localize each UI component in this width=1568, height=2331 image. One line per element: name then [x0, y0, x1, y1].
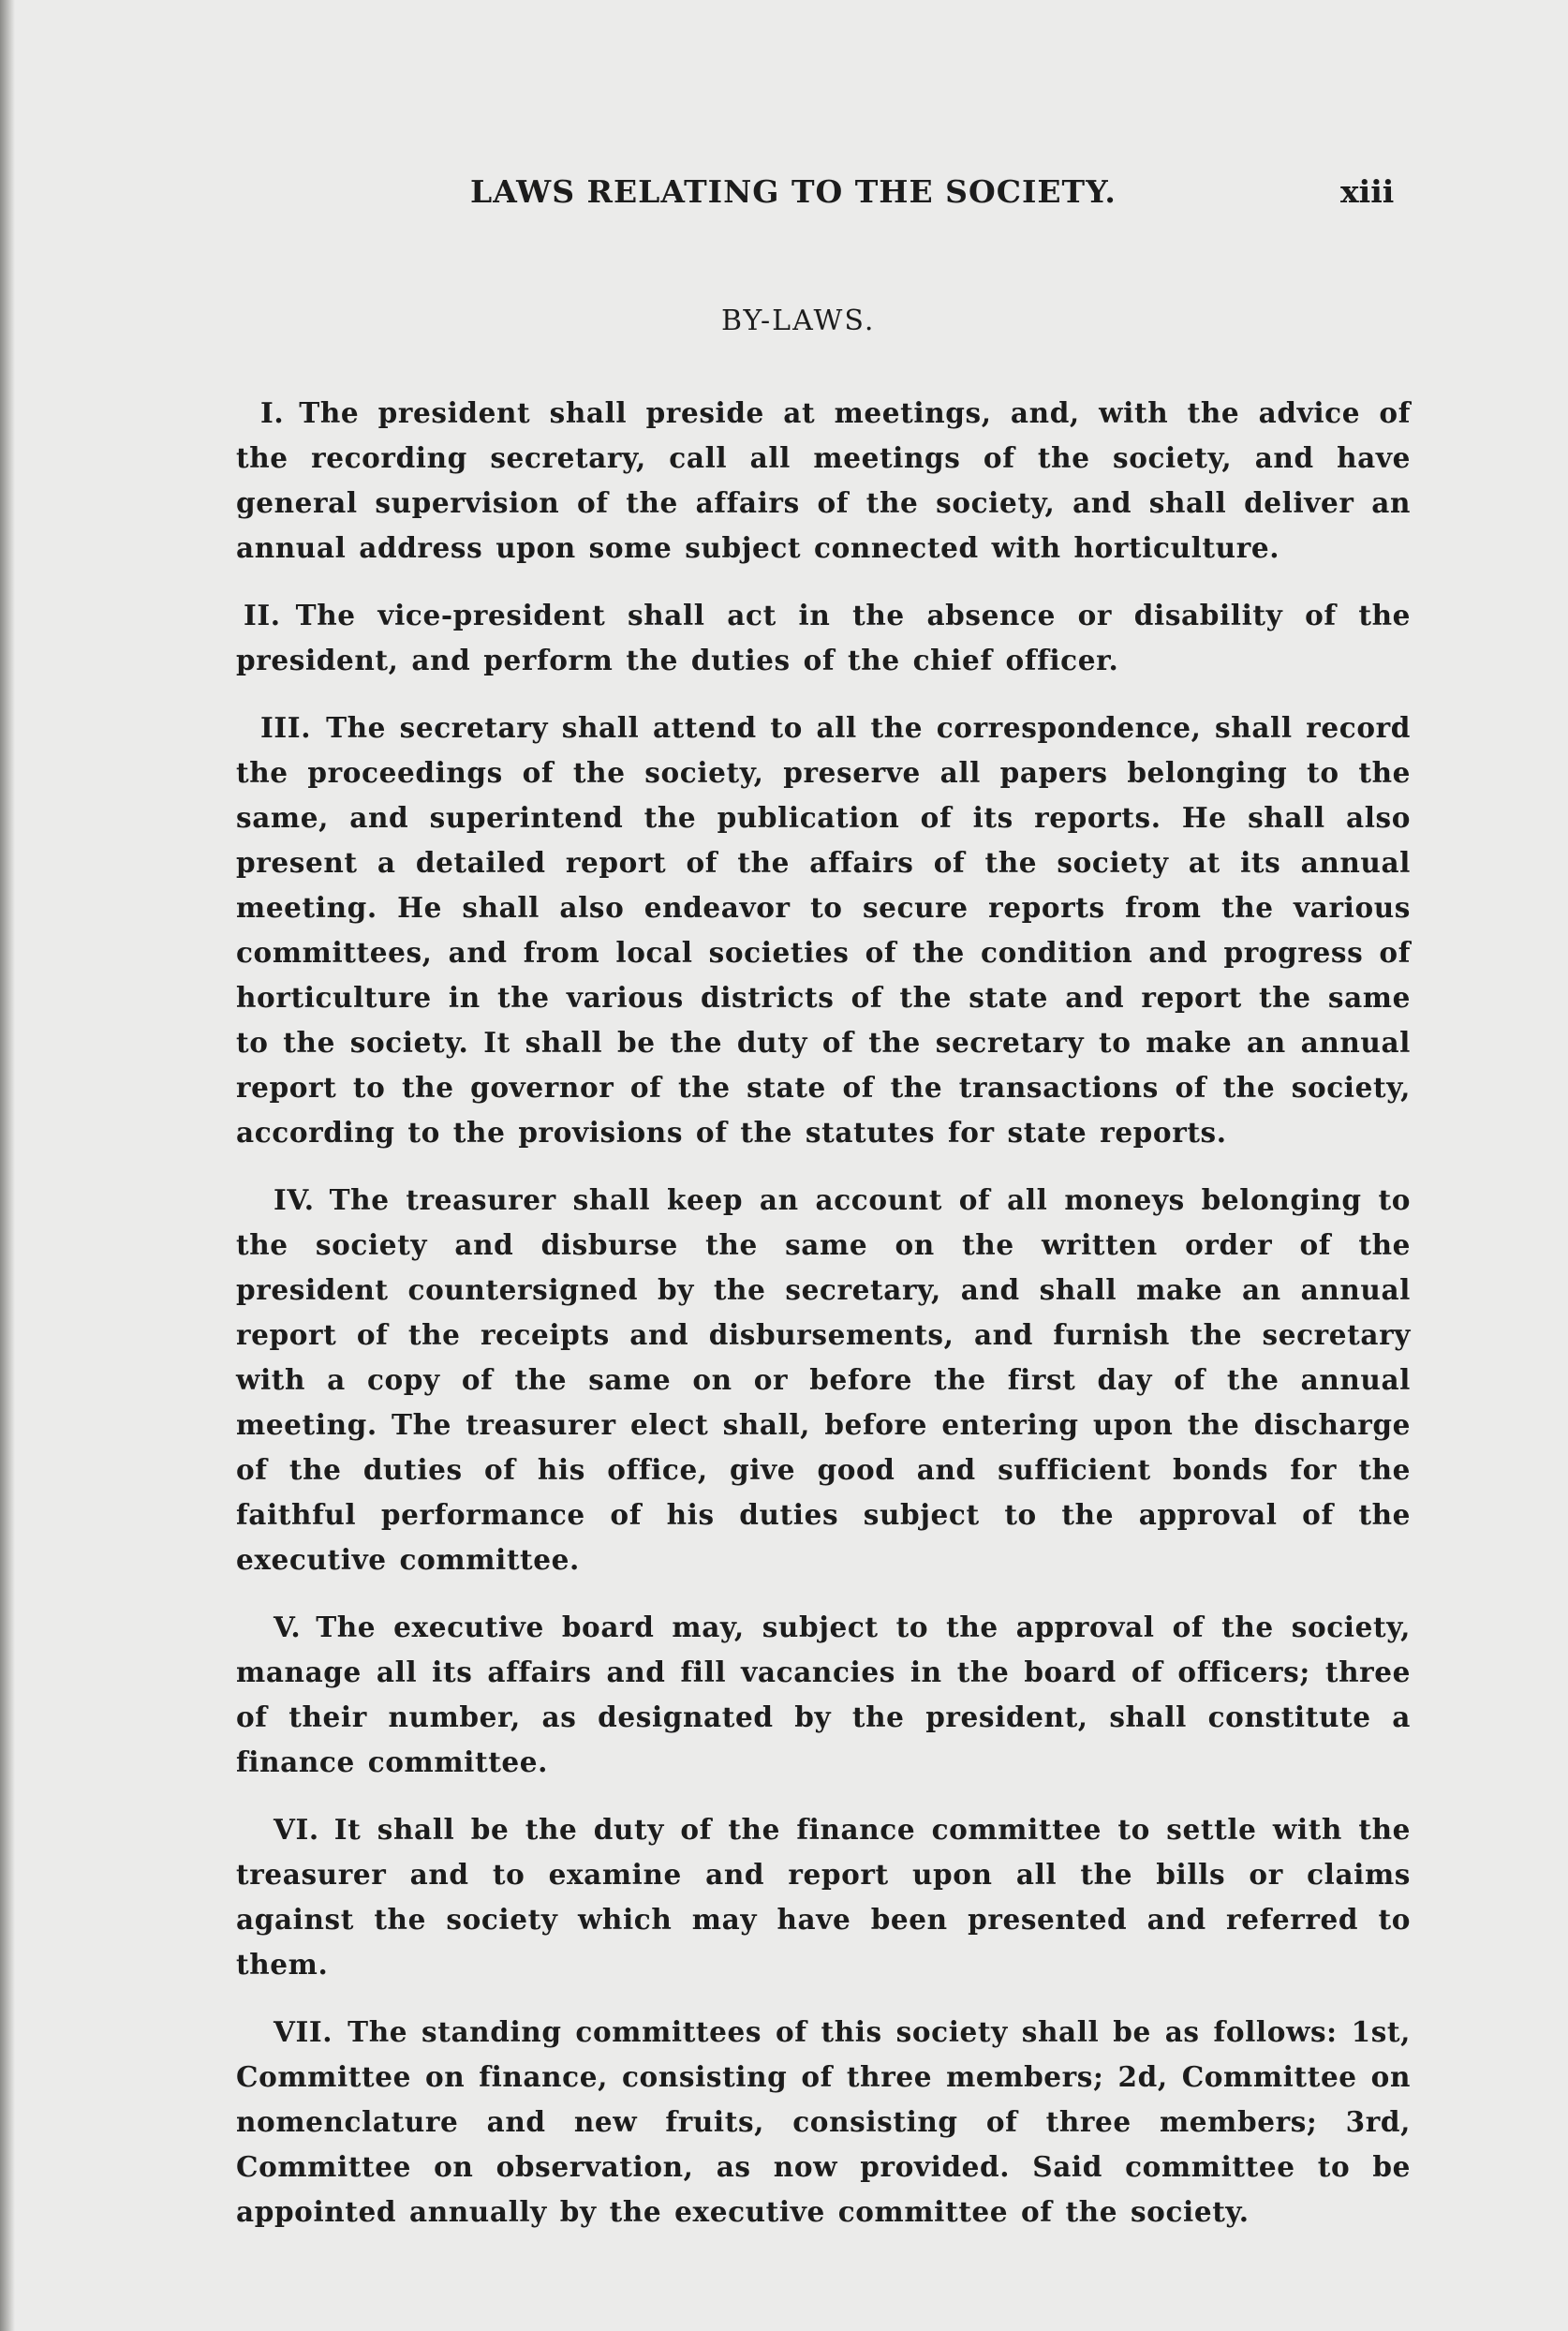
bylaw-text: It shall be the duty of the finance committee to settle with the treasurer and to examine and report upon all the bills or claims against the society which may have been presented and referred to them. — [236, 1813, 1411, 1981]
bylaw-paragraph — [236, 1807, 1411, 1987]
bylaw-paragraph — [236, 1605, 1411, 1785]
bylaw-text: The treasurer shall keep an account of all moneys belonging to the society and disburse the same on the written order of the president countersigned by the secretary, and shall make an annual report of the receipts and disbursements, and furnish the secretary with a copy of the same on or before the first day of the annual meeting. The treasurer elect shall, before entering upon the discharge of the duties of his office, give good and sufficient bonds for the faithful performance of his duties subject to the approval of the executive committee. — [236, 1183, 1411, 1576]
bylaw-text: The president shall preside at meetings, and, with the advice of the recording secretary, call all meetings of the society, and have general supervision of the affairs of the society, and shall deliver an annual address upon some subject connected with horticulture. — [236, 396, 1411, 564]
bylaw-numeral: IV. — [274, 1183, 315, 1216]
bylaws-body — [236, 391, 1411, 2257]
bylaw-paragraph — [236, 2010, 1411, 2234]
bylaw-paragraph — [236, 705, 1411, 1155]
bylaw-numeral: V. — [274, 1611, 302, 1643]
bylaw-text: The executive board may, subject to the approval of the society, manage all its affairs and fill vacancies in the board of officers; three of their number, as designated by the president, shall constitute a finance committee. — [236, 1611, 1411, 1778]
bylaw-numeral: III. — [260, 711, 312, 744]
section-title: BY-LAWS. — [721, 304, 876, 337]
bylaw-numeral: I. — [260, 396, 285, 429]
bylaw-paragraph — [236, 391, 1411, 571]
bylaw-text: The standing committees of this society shall be as follows: 1st, Committee on finance, consisting of three members; 2d, Committee on nomenclature and new fruits, consisting of three members; 3rd, Committee on observation, as now provided. Said committee to be appointed annually by the executive committee of the society. — [236, 2015, 1411, 2228]
bylaw-text: The vice-president shall act in the absence or disability of the president, and perform the duties of the chief officer. — [236, 599, 1411, 676]
page-number: xiii — [1340, 173, 1395, 210]
bylaw-paragraph — [236, 1178, 1411, 1582]
bylaw-paragraph — [236, 593, 1411, 683]
bylaw-text: The secretary shall attend to all the correspondence, shall record the proceedings of the society, preserve all papers belonging to the same, and superintend the publication of its reports. He shall also present a detailed report of the affairs of the society at its annual meeting. He shall also endeavor to secure reports from the various committees, and from local societies of the condition and progress of horticulture in the various districts of the state and report the same to the society. It shall be the duty of the secretary to make an annual report to the governor of the state of the transactions of the society, according to the provisions of the statutes for state reports. — [236, 711, 1411, 1149]
running-head: LAWS RELATING TO THE SOCIETY. — [470, 173, 1117, 210]
bylaw-numeral: II. — [244, 599, 281, 631]
bylaw-numeral: VII. — [274, 2015, 333, 2048]
bylaw-numeral: VI. — [274, 1813, 319, 1846]
binding-edge — [0, 0, 15, 2331]
